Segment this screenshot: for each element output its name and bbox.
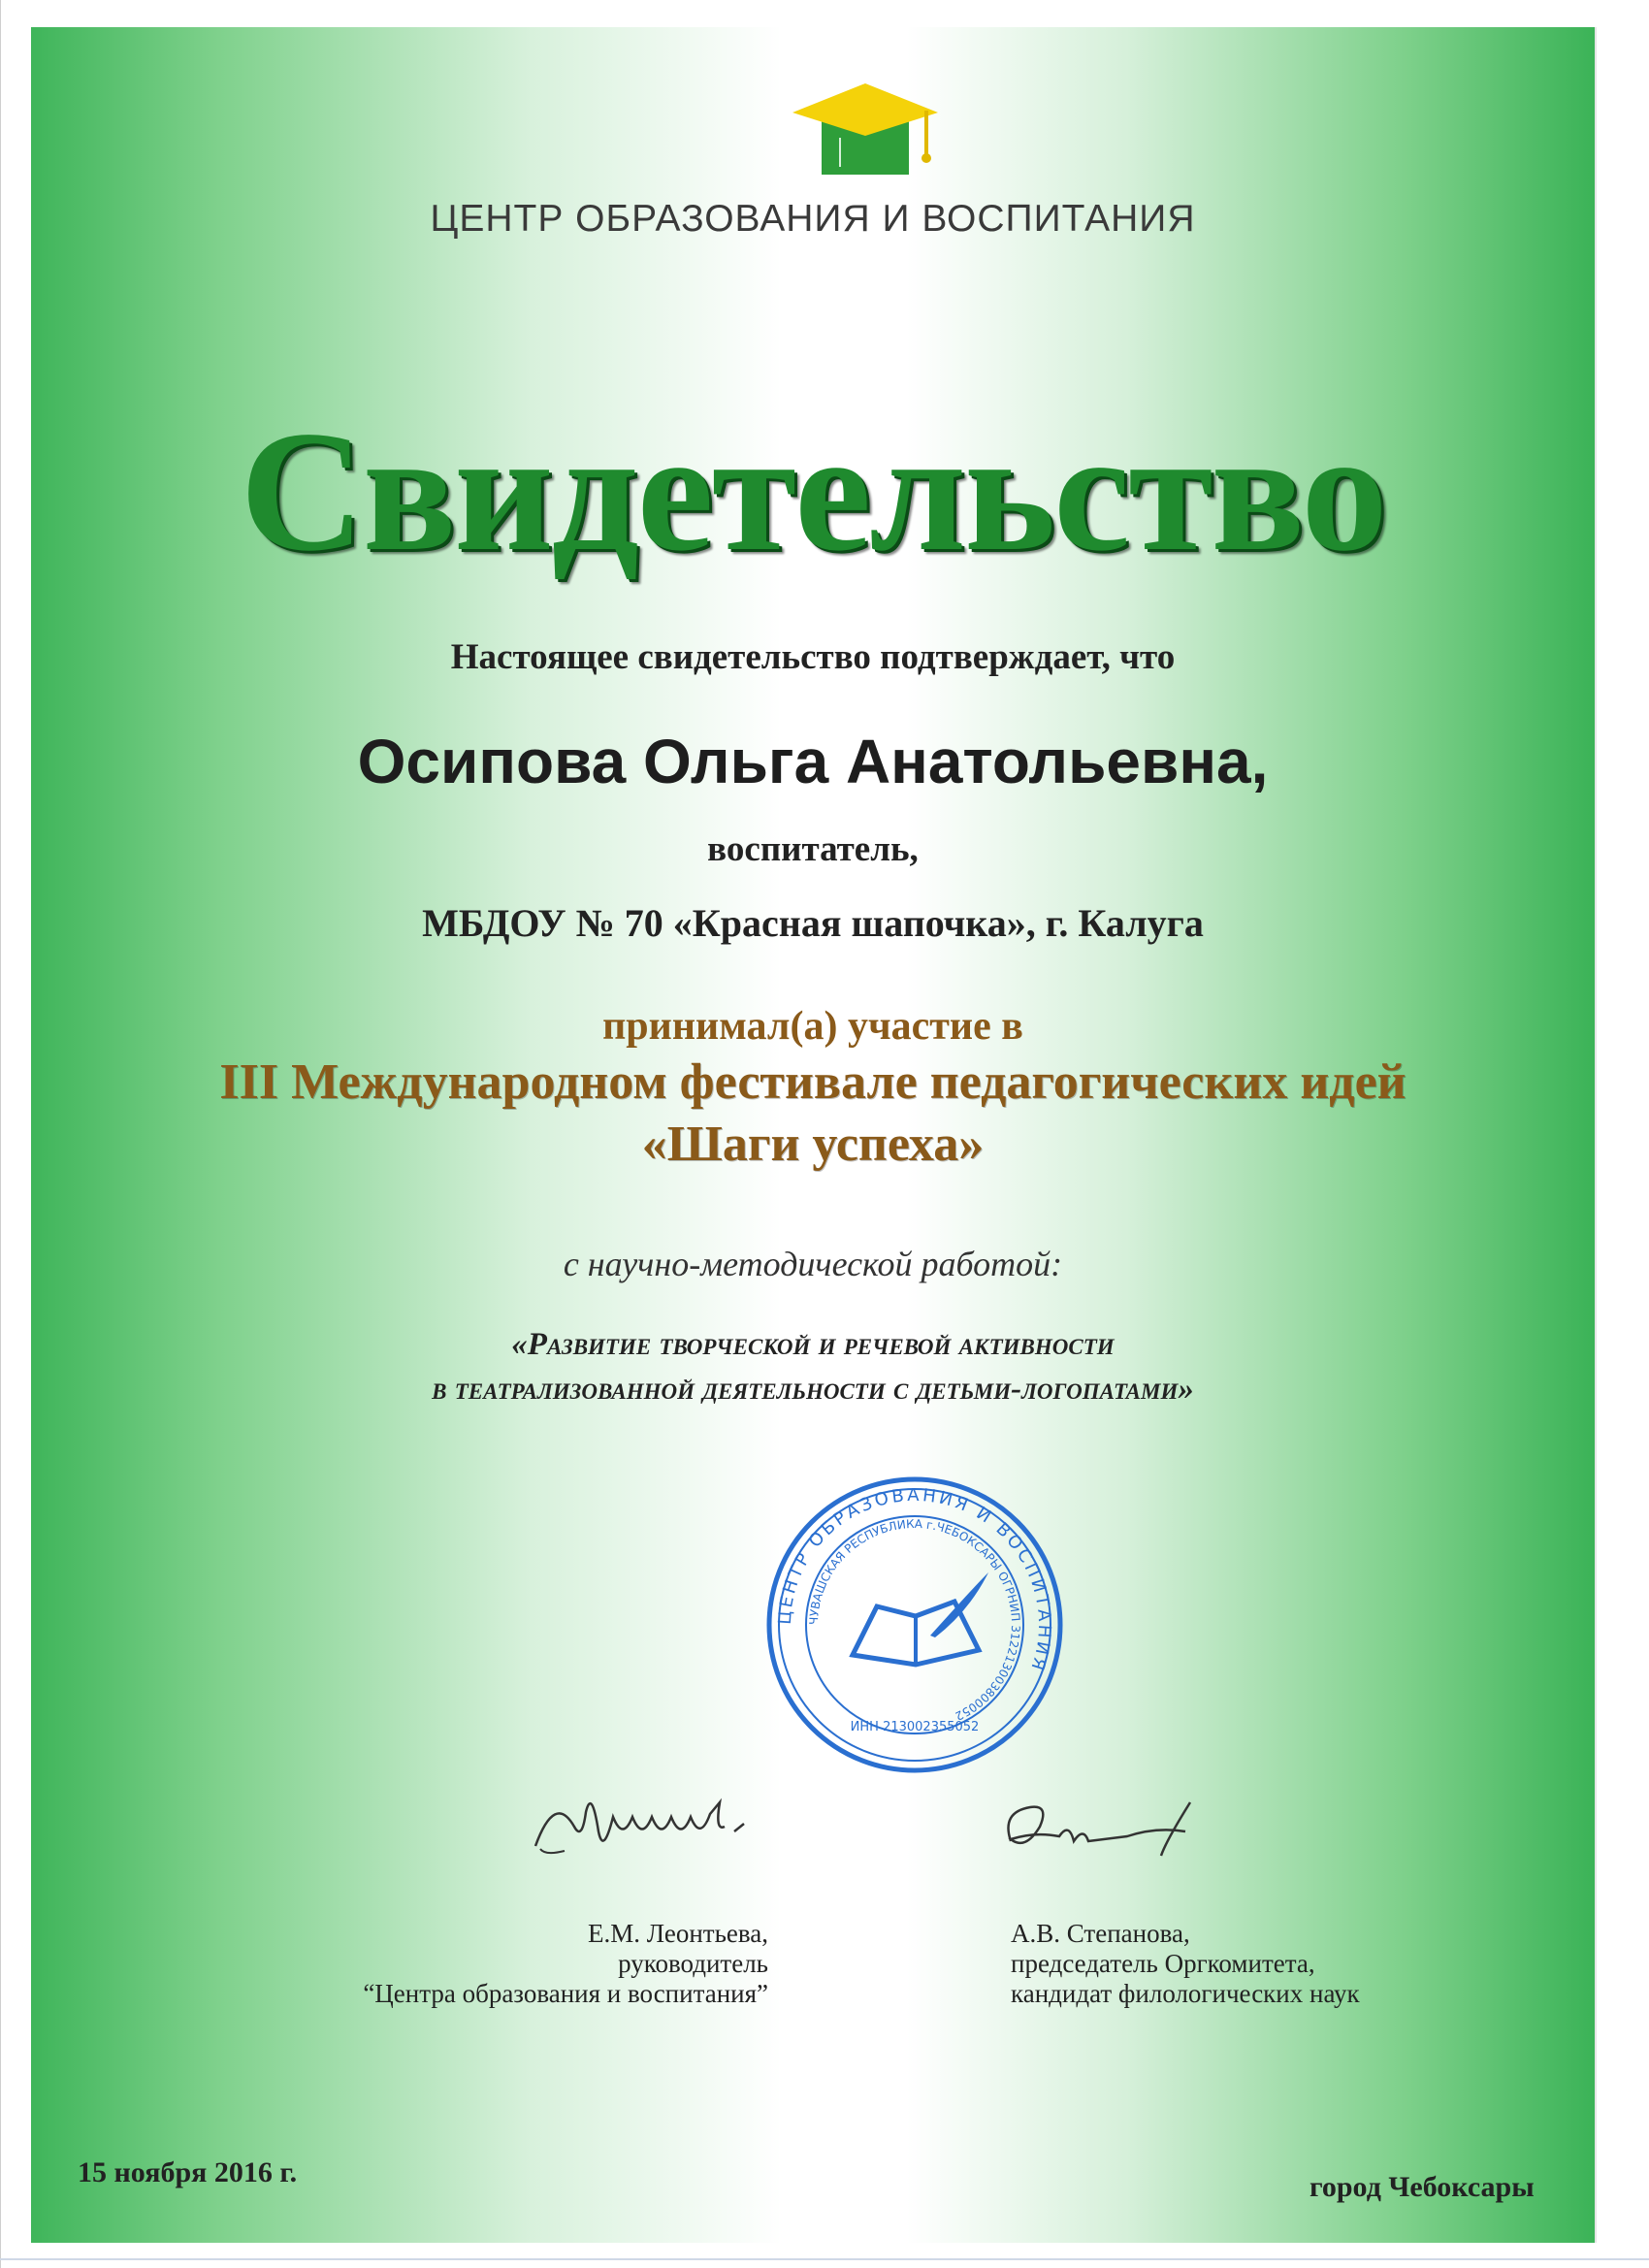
book-quill-icon — [853, 1572, 988, 1665]
signer-role: председатель Оргкомитета, — [1011, 1949, 1315, 1978]
signer-role: кандидат филологических наук — [1011, 1979, 1360, 2008]
signer-name: А.В. Степанова, — [1011, 1919, 1190, 1948]
festival-name: «Шаги успеха» — [641, 1117, 985, 1172]
work-title-line2: в театрализованной деятельности с детьми-логопатами» — [432, 1372, 1194, 1407]
certificate-title: Свидетельство — [240, 395, 1386, 587]
signature-stepanova — [991, 1783, 1234, 1870]
signature-leontieva — [526, 1773, 768, 1870]
work-title-line1: «Развитие творческой и речевой активности — [511, 1327, 1115, 1362]
intro-text: Настоящее свидетельство подтверждает, что — [450, 637, 1176, 677]
recipient-position: воспитатель, — [707, 829, 919, 869]
stamp-inn: ИНН 213002355052 — [850, 1720, 980, 1734]
issue-date: 15 ноября 2016 г. — [78, 2156, 298, 2188]
scan-edge-bottom — [0, 2258, 1649, 2260]
work-intro: с научно-методической работой: — [563, 1245, 1063, 1283]
certificate-sheet — [31, 27, 1595, 2243]
signer-role: “Центра образования и воспитания” — [363, 1979, 768, 2008]
signer-leontieva — [322, 1919, 768, 2009]
scan-edge — [0, 0, 1, 2268]
festival-title: III Международном фестивале педагогических идей — [219, 1054, 1406, 1110]
signer-stepanova — [1011, 1919, 1496, 2009]
official-stamp — [760, 1471, 1069, 1779]
recipient-organization: МБДОУ № 70 «Красная шапочка», г. Калуга — [422, 901, 1204, 945]
signer-name: Е.М. Леонтьева, — [587, 1919, 768, 1948]
stamp-inner-text: ЧУВАШСКАЯ РЕСПУБЛИКА г.ЧЕБОКСАРЫ ОГРНИП 312213003800052 — [806, 1516, 1023, 1724]
recipient-name: Осипова Ольга Анатольевна, — [357, 727, 1269, 796]
org-name: ЦЕНТР ОБРАЗОВАНИЯ И ВОСПИТАНИЯ — [430, 198, 1196, 240]
graduation-cap-logo-icon — [783, 76, 948, 182]
participation-text: принимал(а) участие в — [602, 1004, 1023, 1049]
stamp-outer-text: ЦЕНТР ОБРАЗОВАНИЯ И ВОСПИТАНИЯ — [774, 1484, 1055, 1676]
issue-city: город Чебоксары — [1310, 2171, 1535, 2203]
signer-role: руководитель — [618, 1949, 768, 1978]
